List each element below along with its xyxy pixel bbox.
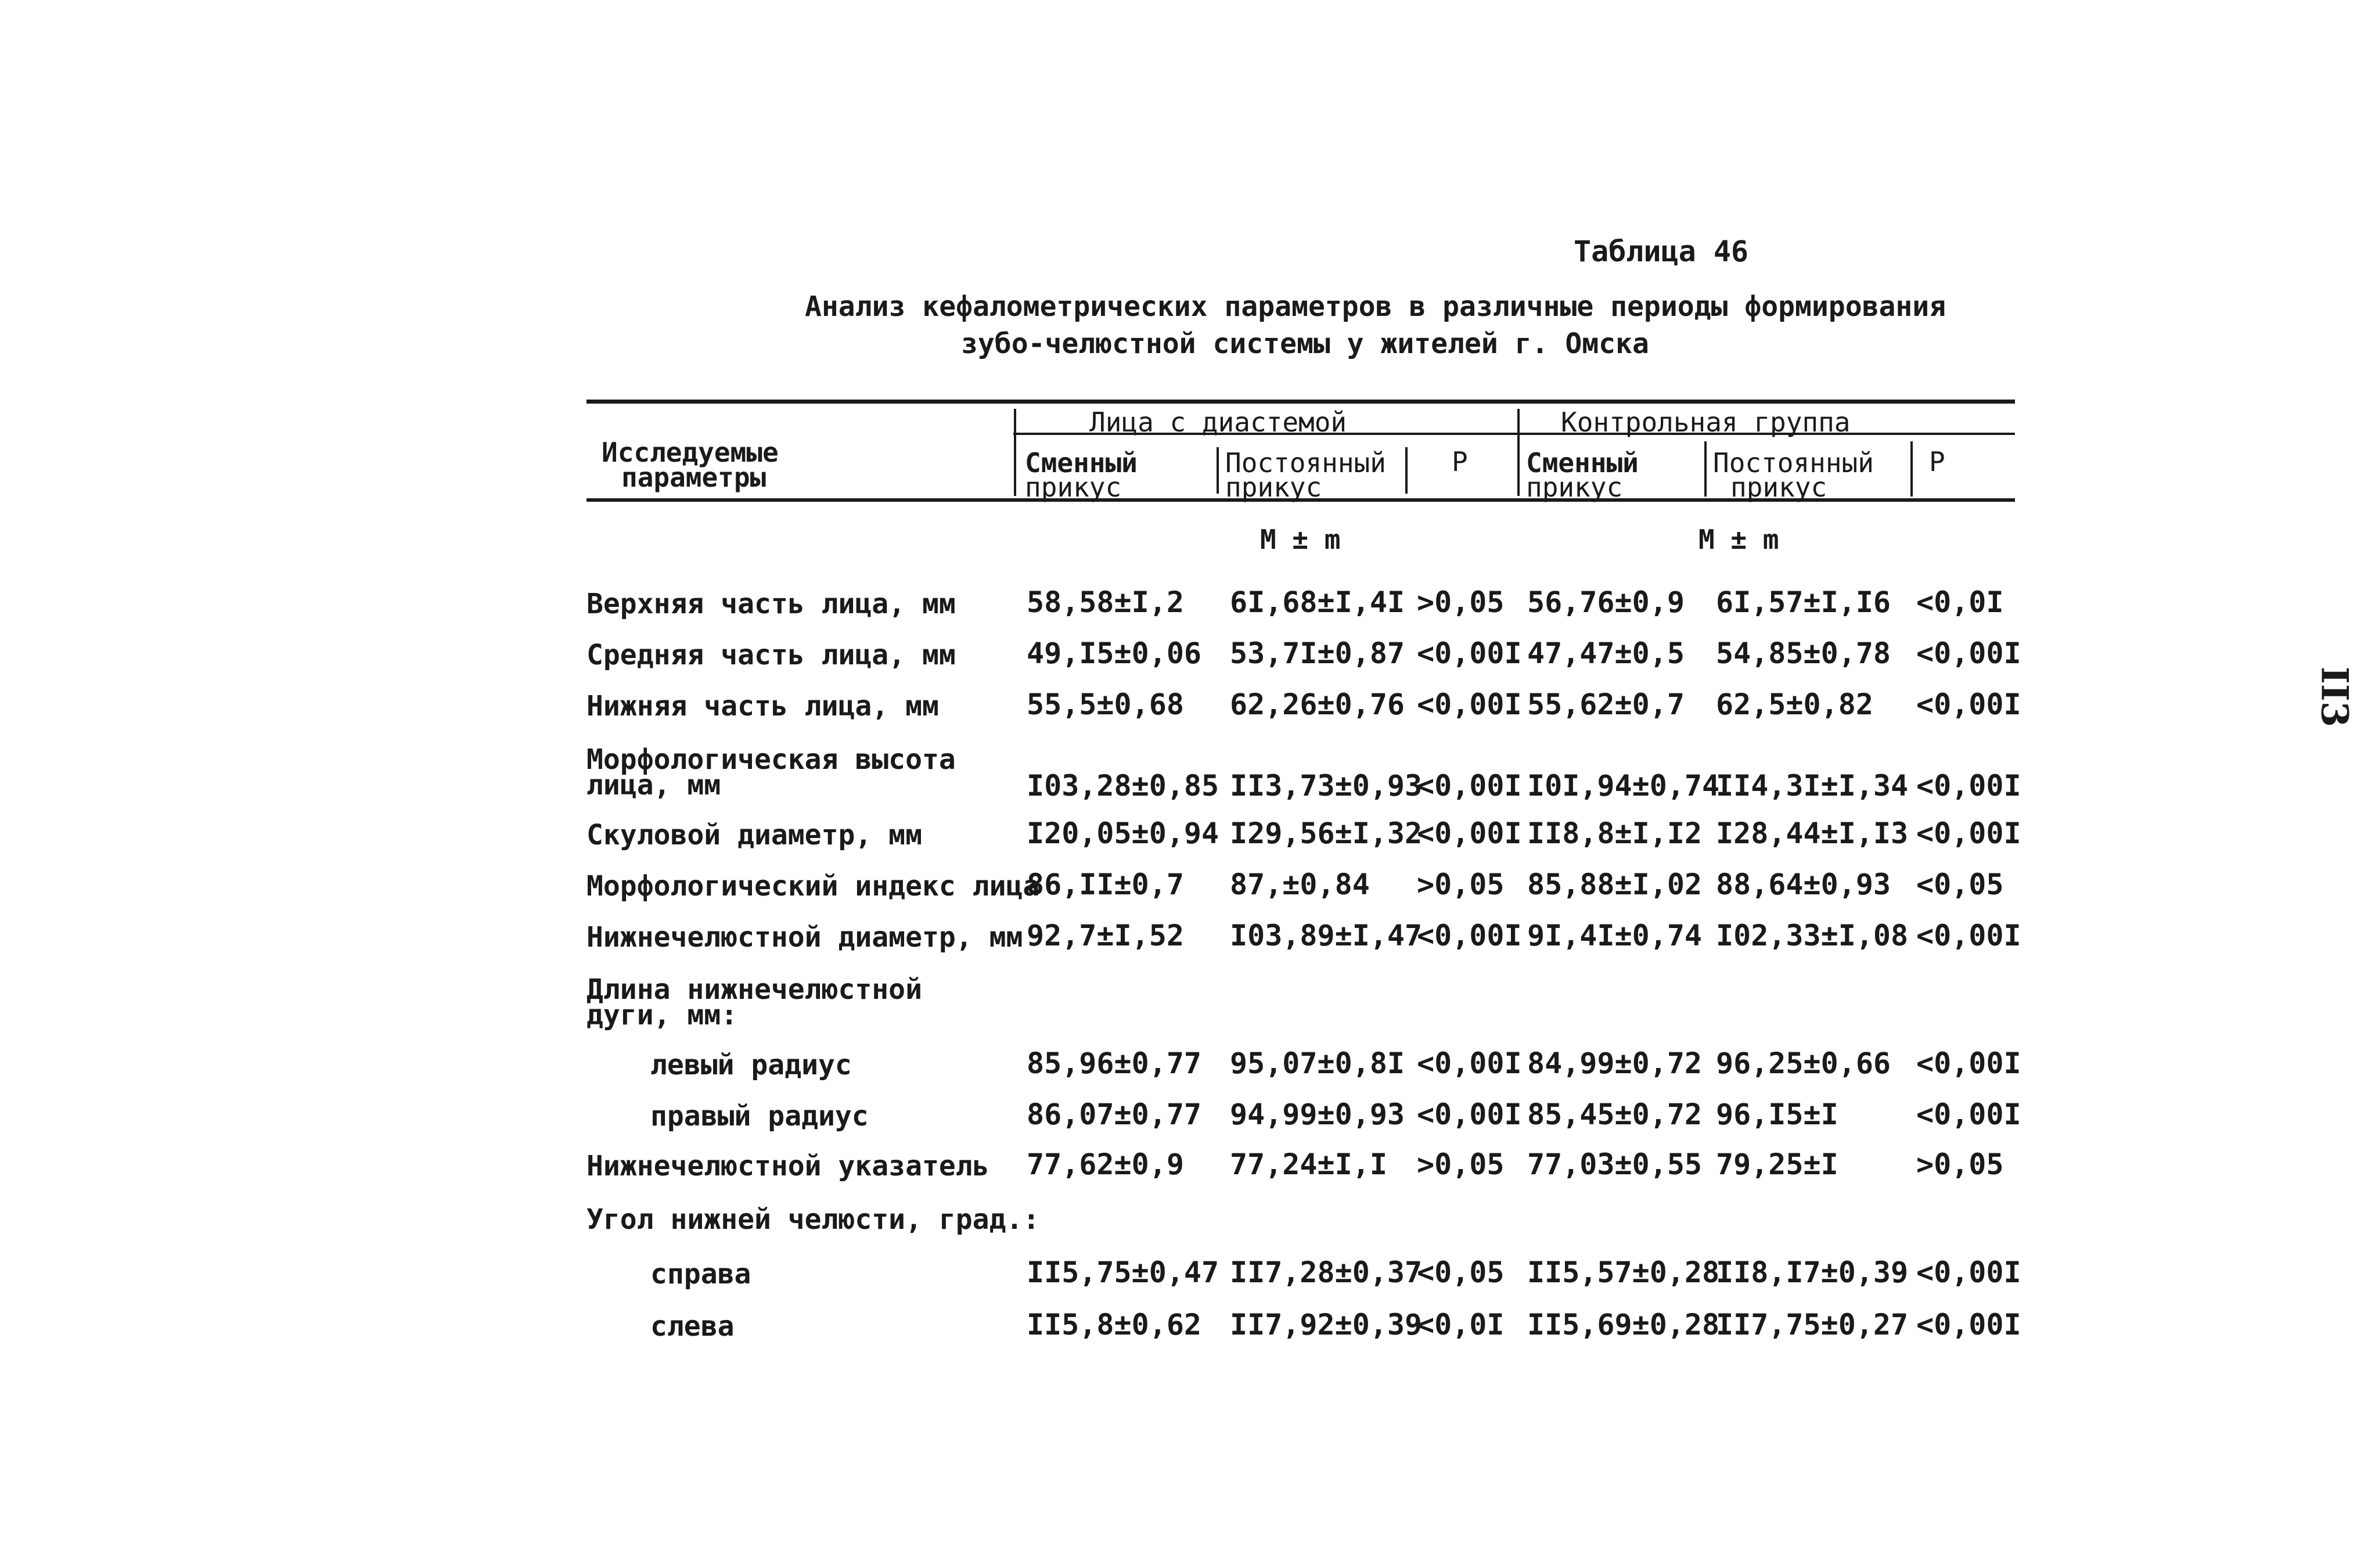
row-label: Нижнечелюстной диаметр, мм	[586, 921, 1023, 954]
cell-v2: I03,89±I,47	[1230, 919, 1423, 952]
cell-v4: II8,I7±0,39	[1716, 1256, 1909, 1289]
cell-v2: II7,92±0,39	[1230, 1308, 1423, 1342]
row-label: левый радиус	[650, 1049, 852, 1081]
header-perm-1: Постоянный	[1225, 447, 1386, 479]
cell-v4: II4,3I±I,34	[1716, 769, 1909, 803]
cell-p2: <0,05	[1916, 868, 2004, 901]
cell-v2: II3,73±0,93	[1230, 769, 1423, 803]
page-number: II3	[2312, 666, 2356, 728]
row-label: Нижняя часть лица, мм	[586, 690, 939, 722]
cell-p2: <0,00I	[1916, 1256, 2021, 1289]
row-label: Нижнечелюстной указатель	[586, 1150, 989, 1182]
header-group2: Контрольная группа	[1561, 407, 1851, 438]
cell-v4: 6I,57±I,I6	[1716, 585, 1891, 619]
cell-v1: I03,28±0,85	[1027, 769, 1219, 803]
cell-p2: <0,00I	[1916, 1098, 2021, 1131]
header-separator	[1910, 441, 1913, 497]
cell-p1: >0,05	[1417, 1148, 1505, 1181]
cell-p2: >0,05	[1916, 1148, 2004, 1181]
header-mixed-2: Сменный	[1526, 447, 1639, 479]
cell-v1: 49,I5±0,06	[1027, 636, 1202, 670]
cell-p1: <0,00I	[1417, 688, 1522, 721]
cell-p1: >0,05	[1417, 868, 1505, 901]
cell-v3: II5,69±0,28	[1527, 1308, 1720, 1342]
row-label: Скуловой диаметр, мм	[586, 819, 922, 851]
cell-p2: <0,00I	[1916, 919, 2021, 952]
cell-v1: 86,07±0,77	[1027, 1098, 1202, 1131]
cell-v1: 77,62±0,9	[1027, 1148, 1184, 1181]
header-separator	[1217, 447, 1219, 494]
cell-v2: 94,99±0,93	[1230, 1098, 1405, 1131]
cell-p1: <0,00I	[1417, 636, 1522, 670]
cell-v4: 96,25±0,66	[1716, 1046, 1891, 1080]
cell-v3: II5,57±0,28	[1527, 1256, 1720, 1289]
row-label: Угол нижней челюсти, град.:	[586, 1203, 1040, 1236]
cell-v4: I28,44±I,I3	[1716, 817, 1909, 850]
cell-v4: 96,I5±I	[1716, 1098, 1838, 1131]
unit-label-2: М ± m	[1699, 524, 1779, 555]
cell-p1: <0,00I	[1417, 769, 1522, 803]
cell-v1: II5,8±0,62	[1027, 1308, 1202, 1342]
cell-v3: II8,8±I,I2	[1527, 817, 1703, 850]
cell-v4: 62,5±0,82	[1716, 688, 1873, 721]
cell-v3: 85,45±0,72	[1527, 1098, 1703, 1131]
row-label: слева	[650, 1310, 735, 1343]
cell-v1: 85,96±0,77	[1027, 1046, 1202, 1080]
cell-p1: <0,00I	[1417, 1046, 1522, 1080]
cell-v3: I0I,94±0,74	[1527, 769, 1720, 803]
cell-p2: <0,00I	[1916, 1046, 2021, 1080]
cell-v3: 9I,4I±0,74	[1527, 919, 1703, 952]
header-group1: Лица с диастемой	[1089, 407, 1347, 438]
cell-v3: 84,99±0,72	[1527, 1046, 1703, 1080]
cell-p1: <0,00I	[1417, 1098, 1522, 1131]
cell-v4: I02,33±I,08	[1716, 919, 1909, 952]
cell-p1: >0,05	[1417, 585, 1505, 619]
row-label: Морфологическая высота	[586, 743, 956, 776]
cell-v3: 56,76±0,9	[1527, 585, 1685, 619]
cell-v4: 88,64±0,93	[1716, 868, 1891, 901]
cell-p1: <0,05	[1417, 1256, 1505, 1289]
cell-v2: 6I,68±I,4I	[1230, 585, 1405, 619]
cell-v4: 79,25±I	[1716, 1148, 1838, 1181]
row-label: Верхняя часть лица, мм	[586, 588, 956, 620]
cell-v1: I20,05±0,94	[1027, 817, 1219, 850]
cell-v1: 86,II±0,7	[1027, 868, 1184, 901]
row-label: справа	[650, 1258, 751, 1290]
table-label: Таблица 46	[1574, 235, 1749, 268]
cell-v2: 95,07±0,8I	[1230, 1046, 1405, 1080]
row-label: Средняя часть лица, мм	[586, 639, 956, 671]
cell-v4: 54,85±0,78	[1716, 636, 1891, 670]
header-separator	[1014, 409, 1016, 496]
cell-v2: II7,28±0,37	[1230, 1256, 1423, 1289]
header-mixed-1b: прикус	[1025, 472, 1122, 503]
cell-v3: 77,03±0,55	[1527, 1148, 1703, 1181]
table-title-line1: Анализ кефалометрических параметров в различные периоды формирования	[805, 290, 1946, 323]
row-label: Морфологический индекс лица	[586, 870, 1040, 902]
unit-label-1: М ± m	[1260, 524, 1341, 555]
cell-p2: <0,00I	[1916, 817, 2021, 850]
cell-p1: <0,00I	[1417, 817, 1522, 850]
header-perm-2b: прикус	[1730, 472, 1827, 503]
cell-v1: II5,75±0,47	[1027, 1256, 1219, 1289]
header-perm-1b: прикус	[1225, 472, 1322, 503]
header-param-line1: Исследуемые	[602, 437, 779, 468]
cell-p2: <0,00I	[1916, 688, 2021, 721]
row-label-cont: лица, мм	[586, 769, 721, 801]
table-title-line2: зубо-челюстной системы у жителей г. Омска	[961, 328, 1649, 360]
cell-p1: <0,0I	[1417, 1308, 1505, 1342]
header-separator	[1405, 447, 1408, 494]
header-separator	[1704, 441, 1707, 497]
header-param-line2: параметры	[621, 462, 767, 493]
cell-v1: 58,58±I,2	[1027, 585, 1184, 619]
header-perm-2: Постоянный	[1713, 447, 1874, 479]
header-separator	[1517, 409, 1520, 496]
cell-p2: <0,0I	[1916, 585, 2004, 619]
row-label: Длина нижнечелюстной	[586, 973, 922, 1006]
row-label-cont: дуги, мм:	[586, 999, 738, 1031]
header-mixed-1: Сменный	[1025, 447, 1138, 479]
cell-p2: <0,00I	[1916, 1308, 2021, 1342]
header-mixed-2b: прикус	[1526, 472, 1623, 503]
header-p-2: Р	[1929, 446, 1945, 477]
cell-v2: 77,24±I,I	[1230, 1148, 1387, 1181]
cell-p2: <0,00I	[1916, 636, 2021, 670]
cell-v2: 62,26±0,76	[1230, 688, 1405, 721]
cell-v2: 87,±0,84	[1230, 868, 1370, 901]
header-p-1: Р	[1452, 446, 1468, 477]
header-top-rule	[586, 400, 2015, 404]
cell-v1: 55,5±0,68	[1027, 688, 1184, 721]
row-label: правый радиус	[650, 1100, 869, 1132]
cell-v4: II7,75±0,27	[1716, 1308, 1909, 1342]
cell-v3: 47,47±0,5	[1527, 636, 1685, 670]
cell-p2: <0,00I	[1916, 769, 2021, 803]
cell-p1: <0,00I	[1417, 919, 1522, 952]
cell-v3: 85,88±I,02	[1527, 868, 1703, 901]
cell-v2: I29,56±I,32	[1230, 817, 1423, 850]
cell-v1: 92,7±I,52	[1027, 919, 1184, 952]
cell-v2: 53,7I±0,87	[1230, 636, 1405, 670]
cell-v3: 55,62±0,7	[1527, 688, 1685, 721]
